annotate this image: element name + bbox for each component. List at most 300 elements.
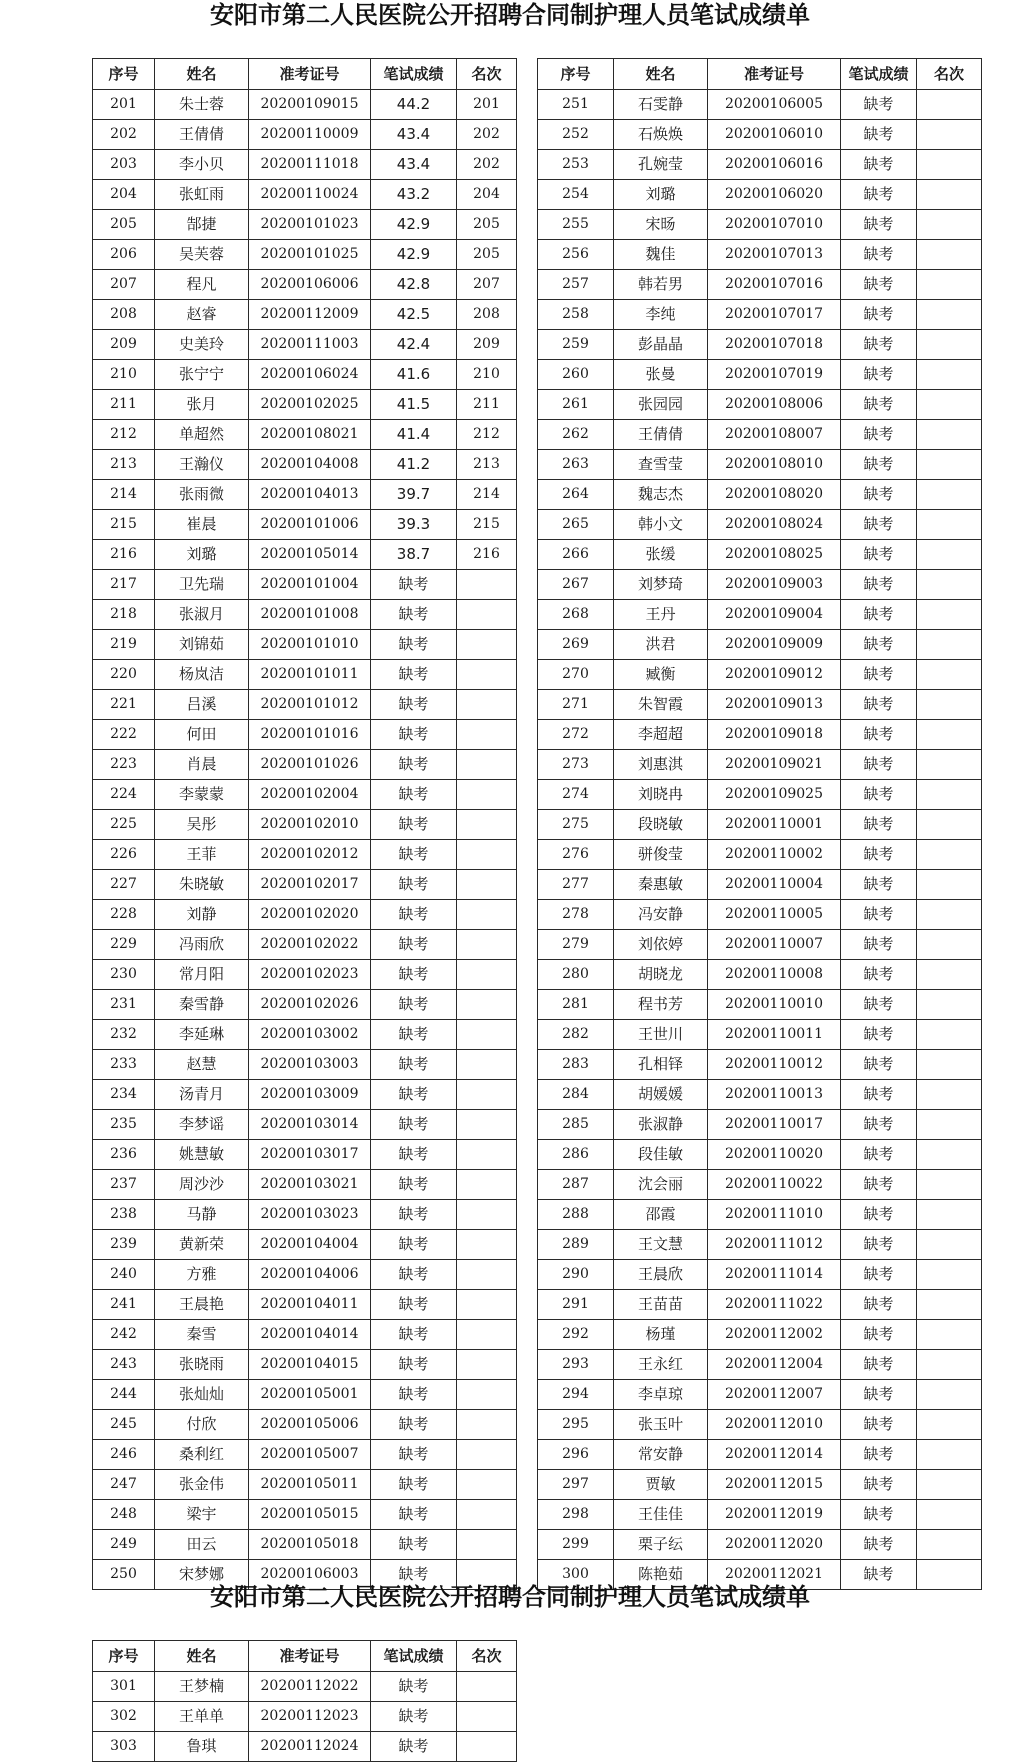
table-row: [93, 840, 517, 870]
cell-exam-id: 20200102004: [249, 780, 371, 810]
cell-exam-id: 20200109009: [708, 630, 841, 660]
cell-name: 洪君: [614, 630, 708, 660]
cell-name: 石焕焕: [614, 120, 708, 150]
cell-rank: [457, 750, 517, 780]
header-exam-id: 准考证号: [708, 59, 841, 90]
cell-seq: 216: [93, 540, 155, 570]
table-row: [538, 480, 982, 510]
cell-seq: 225: [93, 810, 155, 840]
table-row: [93, 270, 517, 300]
table-row: [93, 720, 517, 750]
cell-score: 缺考: [841, 1200, 917, 1230]
cell-name: 赵睿: [155, 300, 249, 330]
cell-rank: [457, 960, 517, 990]
cell-score: 缺考: [841, 1230, 917, 1260]
table-row: [538, 1020, 982, 1050]
cell-score: 缺考: [841, 1050, 917, 1080]
cell-rank: 209: [457, 330, 517, 360]
table-row: [538, 750, 982, 780]
cell-score: 缺考: [841, 690, 917, 720]
cell-seq: 252: [538, 120, 614, 150]
cell-seq: 251: [538, 90, 614, 120]
cell-seq: 256: [538, 240, 614, 270]
cell-seq: 299: [538, 1530, 614, 1560]
cell-score: 缺考: [841, 210, 917, 240]
table-row: [93, 1290, 517, 1320]
cell-name: 田云: [155, 1530, 249, 1560]
cell-exam-id: 20200112019: [708, 1500, 841, 1530]
cell-rank: [457, 990, 517, 1020]
cell-rank: [917, 660, 982, 690]
cell-seq: 201: [93, 90, 155, 120]
cell-rank: [917, 810, 982, 840]
cell-name: 赵慧: [155, 1050, 249, 1080]
cell-score: 缺考: [841, 570, 917, 600]
table-row: [93, 120, 517, 150]
cell-rank: [457, 810, 517, 840]
cell-name: 张缓: [614, 540, 708, 570]
table-row: [93, 810, 517, 840]
cell-exam-id: 20200109021: [708, 750, 841, 780]
table-row: [93, 420, 517, 450]
cell-rank: [917, 1140, 982, 1170]
cell-exam-id: 20200102010: [249, 810, 371, 840]
table-row: [538, 180, 982, 210]
cell-seq: 218: [93, 600, 155, 630]
cell-seq: 235: [93, 1110, 155, 1140]
cell-rank: [457, 720, 517, 750]
table-row: [93, 1110, 517, 1140]
cell-seq: 269: [538, 630, 614, 660]
cell-rank: [457, 1170, 517, 1200]
table-row: [538, 1500, 982, 1530]
cell-exam-id: 20200109025: [708, 780, 841, 810]
cell-seq: 282: [538, 1020, 614, 1050]
cell-seq: 276: [538, 840, 614, 870]
cell-seq: 254: [538, 180, 614, 210]
table-row: [538, 120, 982, 150]
cell-score: 缺考: [371, 1732, 457, 1762]
cell-seq: 206: [93, 240, 155, 270]
cell-seq: 205: [93, 210, 155, 240]
cell-seq: 217: [93, 570, 155, 600]
table-row: [538, 510, 982, 540]
cell-rank: [457, 840, 517, 870]
cell-exam-id: 20200101008: [249, 600, 371, 630]
cell-rank: [917, 420, 982, 450]
table-row: [538, 270, 982, 300]
cell-score: 缺考: [841, 180, 917, 210]
cell-exam-id: 20200112015: [708, 1470, 841, 1500]
table-row: [93, 1260, 517, 1290]
cell-rank: [917, 750, 982, 780]
cell-name: 朱智霞: [614, 690, 708, 720]
cell-score: 缺考: [841, 600, 917, 630]
cell-name: 王单单: [155, 1702, 249, 1732]
cell-seq: 286: [538, 1140, 614, 1170]
table-row: [538, 600, 982, 630]
cell-score: 42.9: [371, 240, 457, 270]
cell-rank: [917, 570, 982, 600]
cell-score: 43.4: [371, 150, 457, 180]
cell-seq: 239: [93, 1230, 155, 1260]
cell-score: 缺考: [841, 450, 917, 480]
cell-exam-id: 20200107018: [708, 330, 841, 360]
cell-rank: [917, 240, 982, 270]
table-row: [93, 750, 517, 780]
cell-rank: [457, 1290, 517, 1320]
cell-exam-id: 20200101026: [249, 750, 371, 780]
table-row: [538, 330, 982, 360]
cell-exam-id: 20200110005: [708, 900, 841, 930]
cell-name: 段佳敏: [614, 1140, 708, 1170]
table-row: [93, 240, 517, 270]
cell-score: 缺考: [841, 960, 917, 990]
cell-seq: 292: [538, 1320, 614, 1350]
cell-score: 缺考: [841, 750, 917, 780]
cell-seq: 267: [538, 570, 614, 600]
cell-exam-id: 20200102012: [249, 840, 371, 870]
table-row: [538, 960, 982, 990]
cell-exam-id: 20200107010: [708, 210, 841, 240]
cell-name: 刘璐: [155, 540, 249, 570]
cell-exam-id: 20200110002: [708, 840, 841, 870]
cell-name: 骈俊莹: [614, 840, 708, 870]
cell-exam-id: 20200101025: [249, 240, 371, 270]
cell-seq: 257: [538, 270, 614, 300]
cell-seq: 236: [93, 1140, 155, 1170]
cell-score: 缺考: [371, 690, 457, 720]
cell-exam-id: 20200104008: [249, 450, 371, 480]
cell-seq: 290: [538, 1260, 614, 1290]
cell-rank: [457, 900, 517, 930]
header-name: 姓名: [614, 59, 708, 90]
cell-score: 缺考: [841, 1110, 917, 1140]
table-row: [93, 570, 517, 600]
cell-rank: [917, 450, 982, 480]
cell-seq: 275: [538, 810, 614, 840]
table-row: [538, 570, 982, 600]
cell-seq: 298: [538, 1500, 614, 1530]
cell-score: 缺考: [841, 420, 917, 450]
cell-name: 王倩倩: [614, 420, 708, 450]
cell-name: 肖晨: [155, 750, 249, 780]
cell-score: 缺考: [841, 300, 917, 330]
cell-seq: 264: [538, 480, 614, 510]
cell-seq: 270: [538, 660, 614, 690]
score-table-left: [92, 58, 517, 1590]
cell-name: 张月: [155, 390, 249, 420]
cell-seq: 255: [538, 210, 614, 240]
cell-score: 缺考: [841, 1440, 917, 1470]
cell-exam-id: 20200110017: [708, 1110, 841, 1140]
cell-seq: 212: [93, 420, 155, 450]
cell-exam-id: 20200101011: [249, 660, 371, 690]
cell-exam-id: 20200109003: [708, 570, 841, 600]
table-row: [538, 1320, 982, 1350]
cell-seq: 262: [538, 420, 614, 450]
cell-name: 史美玲: [155, 330, 249, 360]
header-name: 姓名: [155, 1641, 249, 1672]
cell-score: 缺考: [371, 1050, 457, 1080]
cell-seq: 253: [538, 150, 614, 180]
cell-rank: [457, 1410, 517, 1440]
cell-name: 李超超: [614, 720, 708, 750]
cell-name: 冯安静: [614, 900, 708, 930]
cell-rank: [917, 1290, 982, 1320]
cell-name: 孔婉莹: [614, 150, 708, 180]
table-row: [538, 1110, 982, 1140]
cell-seq: 241: [93, 1290, 155, 1320]
cell-seq: 289: [538, 1230, 614, 1260]
cell-name: 王文慧: [614, 1230, 708, 1260]
cell-seq: 202: [93, 120, 155, 150]
cell-seq: 220: [93, 660, 155, 690]
cell-score: 缺考: [371, 1440, 457, 1470]
table-row: [93, 1672, 517, 1702]
cell-seq: 244: [93, 1380, 155, 1410]
cell-rank: [457, 1020, 517, 1050]
page-title-repeat: 安阳市第二人民医院公开招聘合同制护理人员笔试成绩单: [210, 1583, 810, 1611]
cell-name: 韩若男: [614, 270, 708, 300]
cell-score: 缺考: [841, 90, 917, 120]
cell-exam-id: 20200105011: [249, 1470, 371, 1500]
cell-rank: [457, 1110, 517, 1140]
cell-seq: 237: [93, 1170, 155, 1200]
cell-seq: 300: [538, 1560, 614, 1590]
cell-rank: [917, 510, 982, 540]
cell-exam-id: 20200101010: [249, 630, 371, 660]
cell-name: 邵霞: [614, 1200, 708, 1230]
cell-score: 缺考: [841, 120, 917, 150]
cell-rank: 201: [457, 90, 517, 120]
cell-seq: 214: [93, 480, 155, 510]
cell-name: 常月阳: [155, 960, 249, 990]
cell-rank: 212: [457, 420, 517, 450]
cell-rank: [917, 1080, 982, 1110]
cell-rank: 214: [457, 480, 517, 510]
table-row: [93, 540, 517, 570]
cell-name: 李卓琼: [614, 1380, 708, 1410]
cell-name: 王佳佳: [614, 1500, 708, 1530]
cell-score: 缺考: [841, 660, 917, 690]
cell-exam-id: 20200102017: [249, 870, 371, 900]
cell-seq: 274: [538, 780, 614, 810]
cell-exam-id: 20200108021: [249, 420, 371, 450]
cell-score: 42.4: [371, 330, 457, 360]
cell-name: 张宁宁: [155, 360, 249, 390]
table-row: [93, 1380, 517, 1410]
cell-exam-id: 20200111014: [708, 1260, 841, 1290]
cell-name: 方雅: [155, 1260, 249, 1290]
cell-score: 缺考: [841, 840, 917, 870]
cell-name: 栗子纭: [614, 1530, 708, 1560]
cell-seq: 207: [93, 270, 155, 300]
cell-name: 张淑静: [614, 1110, 708, 1140]
cell-name: 臧衡: [614, 660, 708, 690]
cell-score: 缺考: [371, 1290, 457, 1320]
table-row: [93, 600, 517, 630]
cell-score: 缺考: [371, 1350, 457, 1380]
cell-name: 刘晓冉: [614, 780, 708, 810]
cell-exam-id: 20200110010: [708, 990, 841, 1020]
table-row: [538, 450, 982, 480]
table-row: [93, 150, 517, 180]
table-row: [538, 870, 982, 900]
cell-exam-id: 20200106006: [249, 270, 371, 300]
cell-rank: [917, 1170, 982, 1200]
cell-rank: [917, 780, 982, 810]
cell-seq: 259: [538, 330, 614, 360]
cell-exam-id: 20200109013: [708, 690, 841, 720]
cell-score: 缺考: [841, 390, 917, 420]
table-row: [538, 540, 982, 570]
cell-seq: 272: [538, 720, 614, 750]
cell-score: 缺考: [371, 930, 457, 960]
table-row: [538, 990, 982, 1020]
cell-name: 张金伟: [155, 1470, 249, 1500]
cell-exam-id: 20200110022: [708, 1170, 841, 1200]
table-row: [93, 1350, 517, 1380]
cell-score: 41.4: [371, 420, 457, 450]
cell-exam-id: 20200112024: [249, 1732, 371, 1762]
table-row: [93, 1440, 517, 1470]
cell-rank: [457, 1080, 517, 1110]
cell-name: 刘惠淇: [614, 750, 708, 780]
cell-name: 王倩倩: [155, 120, 249, 150]
cell-seq: 302: [93, 1702, 155, 1732]
cell-name: 张虹雨: [155, 180, 249, 210]
cell-rank: [917, 1200, 982, 1230]
cell-seq: 204: [93, 180, 155, 210]
cell-name: 杨岚洁: [155, 660, 249, 690]
cell-score: 缺考: [841, 1320, 917, 1350]
cell-score: 缺考: [371, 810, 457, 840]
cell-rank: 216: [457, 540, 517, 570]
table-row: [93, 870, 517, 900]
cell-score: 缺考: [371, 1702, 457, 1732]
cell-seq: 247: [93, 1470, 155, 1500]
cell-seq: 243: [93, 1350, 155, 1380]
cell-score: 缺考: [371, 1470, 457, 1500]
cell-name: 郜捷: [155, 210, 249, 240]
cell-exam-id: 20200109012: [708, 660, 841, 690]
cell-seq: 213: [93, 450, 155, 480]
cell-exam-id: 20200108010: [708, 450, 841, 480]
cell-rank: [457, 1200, 517, 1230]
cell-exam-id: 20200107019: [708, 360, 841, 390]
cell-score: 缺考: [371, 1672, 457, 1702]
cell-exam-id: 20200112020: [708, 1530, 841, 1560]
table-row: [93, 780, 517, 810]
cell-seq: 297: [538, 1470, 614, 1500]
cell-rank: [457, 870, 517, 900]
header-rank: 名次: [917, 59, 982, 90]
cell-exam-id: 20200111018: [249, 150, 371, 180]
cell-exam-id: 20200111022: [708, 1290, 841, 1320]
cell-rank: 202: [457, 150, 517, 180]
cell-name: 吕溪: [155, 690, 249, 720]
cell-rank: [917, 120, 982, 150]
cell-rank: [457, 630, 517, 660]
cell-exam-id: 20200112002: [708, 1320, 841, 1350]
cell-score: 缺考: [841, 1260, 917, 1290]
cell-name: 李小贝: [155, 150, 249, 180]
table-row: [93, 930, 517, 960]
cell-rank: [917, 960, 982, 990]
cell-exam-id: 20200107017: [708, 300, 841, 330]
cell-exam-id: 20200106005: [708, 90, 841, 120]
cell-seq: 281: [538, 990, 614, 1020]
cell-score: 缺考: [371, 1560, 457, 1590]
table-row: [538, 1260, 982, 1290]
cell-seq: 265: [538, 510, 614, 540]
cell-name: 张园园: [614, 390, 708, 420]
cell-exam-id: 20200105014: [249, 540, 371, 570]
cell-score: 缺考: [371, 1170, 457, 1200]
cell-name: 张曼: [614, 360, 708, 390]
cell-score: 44.2: [371, 90, 457, 120]
cell-score: 缺考: [841, 270, 917, 300]
cell-seq: 245: [93, 1410, 155, 1440]
cell-seq: 273: [538, 750, 614, 780]
cell-name: 杨瑾: [614, 1320, 708, 1350]
cell-score: 缺考: [371, 870, 457, 900]
cell-name: 崔晨: [155, 510, 249, 540]
cell-rank: [457, 1440, 517, 1470]
cell-exam-id: 20200110024: [249, 180, 371, 210]
cell-name: 贾敏: [614, 1470, 708, 1500]
cell-exam-id: 20200102022: [249, 930, 371, 960]
cell-rank: [917, 480, 982, 510]
cell-exam-id: 20200110001: [708, 810, 841, 840]
cell-score: 缺考: [371, 960, 457, 990]
header-row: [93, 1641, 517, 1672]
cell-rank: [917, 690, 982, 720]
cell-seq: 208: [93, 300, 155, 330]
table-row: [93, 1140, 517, 1170]
table-row: [538, 1170, 982, 1200]
cell-name: 彭晶晶: [614, 330, 708, 360]
cell-exam-id: 20200106010: [708, 120, 841, 150]
cell-seq: 291: [538, 1290, 614, 1320]
cell-score: 缺考: [841, 1080, 917, 1110]
cell-score: 缺考: [371, 1320, 457, 1350]
cell-score: 缺考: [371, 1410, 457, 1440]
cell-rank: [457, 1320, 517, 1350]
cell-name: 秦惠敏: [614, 870, 708, 900]
cell-score: 缺考: [371, 1110, 457, 1140]
cell-score: 缺考: [371, 780, 457, 810]
cell-seq: 263: [538, 450, 614, 480]
cell-score: 42.9: [371, 210, 457, 240]
cell-rank: [457, 1230, 517, 1260]
cell-rank: [457, 570, 517, 600]
cell-score: 缺考: [841, 480, 917, 510]
cell-exam-id: 20200112009: [249, 300, 371, 330]
cell-seq: 222: [93, 720, 155, 750]
cell-exam-id: 20200107016: [708, 270, 841, 300]
table-row: [538, 1440, 982, 1470]
cell-rank: [917, 360, 982, 390]
score-table-continued: [92, 1640, 517, 1762]
table-row: [538, 720, 982, 750]
cell-rank: [917, 210, 982, 240]
cell-name: 刘静: [155, 900, 249, 930]
cell-rank: [917, 390, 982, 420]
table-row: [93, 1702, 517, 1732]
cell-rank: [917, 930, 982, 960]
